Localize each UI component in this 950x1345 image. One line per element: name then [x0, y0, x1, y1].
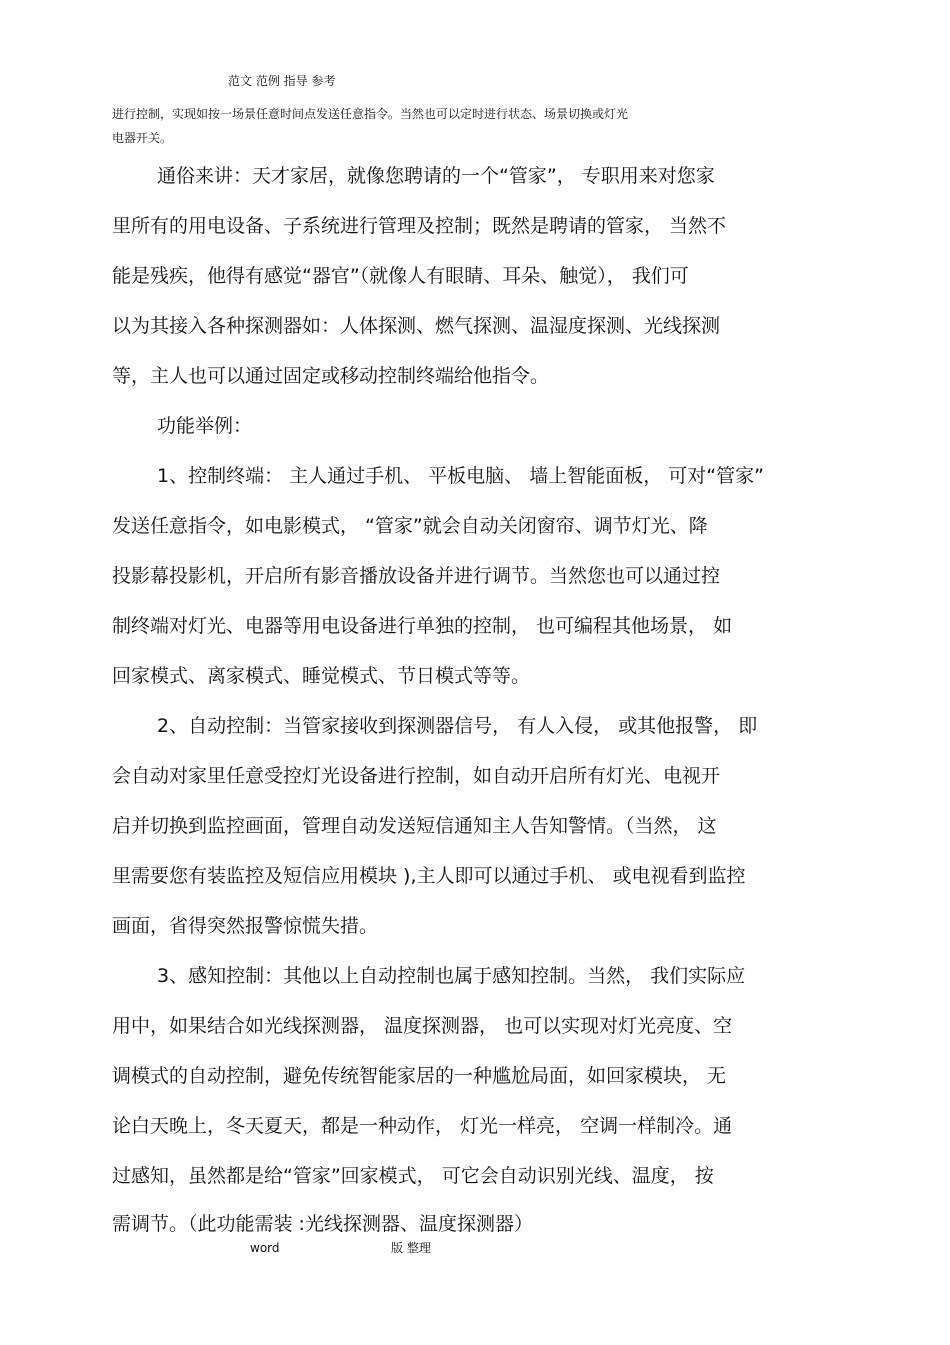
- paragraph-line: 画面，省得突然报警惊慌失措。: [112, 915, 379, 937]
- paragraph-line: 回家模式、离家模式、睡觉模式、节日模式等等。: [112, 665, 531, 687]
- paragraph-line: 能是残疾，他得有感觉“器官”（就像人有眼睛、耳朵、触觉）， 我们可: [112, 265, 689, 287]
- intro-line: 进行控制，实现如按一场景任意时间点发送任意指令。当然也可以定时进行状态、场景切换或灯光: [112, 107, 629, 121]
- paragraph-line: 过感知，虽然都是给“管家”回家模式， 可它会自动识别光线、温度， 按: [112, 1165, 714, 1187]
- paragraph-line: 里所有的用电设备、子系统进行管理及控制；既然是聘请的管家， 当然不: [112, 215, 727, 237]
- paragraph-line: 论白天晚上，冬天夏天，都是一种动作， 灯光一样亮， 空调一样制冷。通: [112, 1115, 733, 1137]
- paragraph-line: 以为其接入各种探测器如：人体探测、燃气探测、温湿度探测、光线探测: [112, 315, 721, 337]
- page-header: 范文 范例 指导 参考: [228, 74, 336, 88]
- paragraph-line: 会自动对家里任意受控灯光设备进行控制，如自动开启所有灯光、电视开: [112, 765, 721, 787]
- paragraph-line: 3、感知控制：其他以上自动控制也属于感知控制。当然， 我们实际应: [157, 965, 746, 987]
- footer-left: word: [250, 1241, 280, 1255]
- section-heading: 功能举例：: [157, 415, 253, 437]
- paragraph-line: 等，主人也可以通过固定或移动控制终端给他指令。: [112, 365, 550, 387]
- paragraph-line: 启并切换到监控画面，管理自动发送短信通知主人告知警情。（当然， 这: [112, 815, 717, 837]
- paragraph-line: 2、自动控制：当管家接收到探测器信号， 有人入侵， 或其他报警， 即: [157, 715, 758, 737]
- paragraph-line: 发送任意指令，如电影模式， “管家”就会自动关闭窗帘、调节灯光、降: [112, 515, 708, 537]
- intro-line: 电器开关。: [112, 131, 173, 145]
- paragraph-line: 调模式的自动控制，避免传统智能家居的一种尴尬局面，如回家模块， 无: [112, 1065, 727, 1087]
- paragraph-line: 里需要您有装监控及短信应用模块 ),主人即可以通过手机、 或电视看到监控: [112, 865, 746, 887]
- footer-right: 版 整理: [391, 1241, 431, 1255]
- paragraph-line: 投影幕投影机，开启所有影音播放设备并进行调节。当然您也可以通过控: [112, 565, 721, 587]
- paragraph-line: 制终端对灯光、电器等用电设备进行单独的控制， 也可编程其他场景， 如: [112, 615, 733, 637]
- paragraph-line: 需调节。（此功能需装 :光线探测器、温度探测器）: [112, 1213, 533, 1235]
- paragraph-line: 1、控制终端： 主人通过手机、 平板电脑、 墙上智能面板， 可对“管家”: [157, 465, 764, 487]
- paragraph-line: 用中，如果结合如光线探测器， 温度探测器， 也可以实现对灯光亮度、空: [112, 1015, 733, 1037]
- paragraph-line: 通俗来讲：天才家居，就像您聘请的一个“管家”， 专职用来对您家: [157, 165, 715, 187]
